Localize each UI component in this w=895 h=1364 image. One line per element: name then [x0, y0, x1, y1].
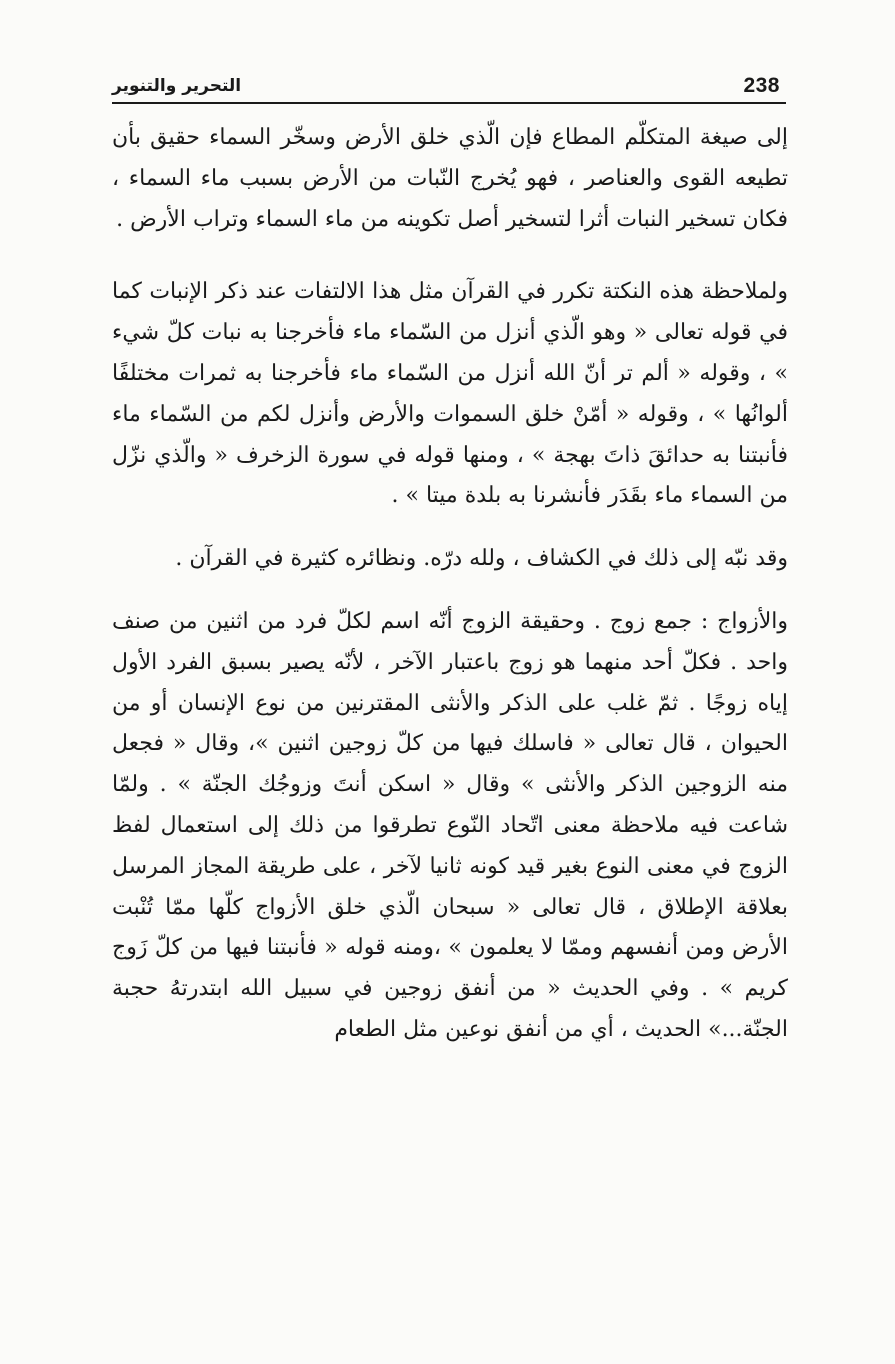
header-divider — [112, 102, 786, 104]
paragraph-3: وقد نبّه إلى ذلك في الكشاف ، ولله درّه. ونظائره كثيرة في القرآن . — [175, 546, 788, 572]
page-number: 238 — [743, 74, 780, 97]
paragraph-2: ولملاحظة هذه النكتة تكرر في القرآن مثل هذا الالتفات عند ذكر الإنبات كما في قوله تعالى « وهو الّذي أنزل من السّماء ماء فأخرجنا به نبات كلّ شيء » ، وقوله « ألم تر أنّ الله أنزل من السّماء ماء فأخرجنا به ثمرات مختلفًا ألوانُها » ، وقوله « أمّنْ خلق السموات والأرض وأنزل لكم من السّماء ماء فأنبتنا به حدائقَ ذاتَ بهجة » ، ومنها قوله في سورة الزخرف « والّذي نزّل من السماء ماء بقَدَر فأنشرنا به بلدة ميتا » . — [112, 279, 788, 509]
running-title: التحرير والتنوير — [112, 76, 242, 96]
page-header — [112, 70, 786, 104]
paragraph-1: إلى صيغة المتكلّم المطاع فإن الّذي خلق الأرض وسخّر السماء حقيق بأن تطيعه القوى والعناصر ، فهو يُخرج النّبات من الأرض بسبب ماء السماء ، فكان تسخير النبات أثرا لتسخير أصل تكوينه من ماء السماء وتراب الأرض . — [112, 125, 788, 232]
body-text — [112, 118, 788, 1051]
paragraph-4: والأزواج : جمع زوج . وحقيقة الزوج أنّه اسم لكلّ فرد من اثنين من صنف واحد . فكلّ أحد منهما هو زوج باعتبار الآخر ، لأنّه يصير بسبق الفرد الأول إياه زوجًا . ثمّ غلب على الذكر والأنثى المقترنين من نوع الإنسان أو من الحيوان ، قال تعالى « فاسلك فيها من كلّ زوجين اثنين »، وقال « فجعل منه الزوجين الذكر والأنثى » وقال « اسكن أنتَ وزوجُك الجنّة » . ولمّا شاعت فيه ملاحظة معنى اتّحاد النّوع تطرقوا من ذلك إلى استعمال لفظ الزوج في معنى النوع بغير قيد كونه ثانيا لآخر ، على طريقة المجاز المرسل بعلاقة الإطلاق ، قال تعالى « سبحان الّذي خلق الأزواج كلّها ممّا تُنْبت الأرض ومن أنفسهم وممّا لا يعلمون » ،ومنه قوله « فأنبتنا فيها من كلّ زَوج كريم » . وفي الحديث « من أنفق زوجين في سبيل الله ابتدرتهُ حجبة الجنّة...» الحديث ، أي من أنفق نوعين مثل الطعام — [112, 608, 788, 1042]
